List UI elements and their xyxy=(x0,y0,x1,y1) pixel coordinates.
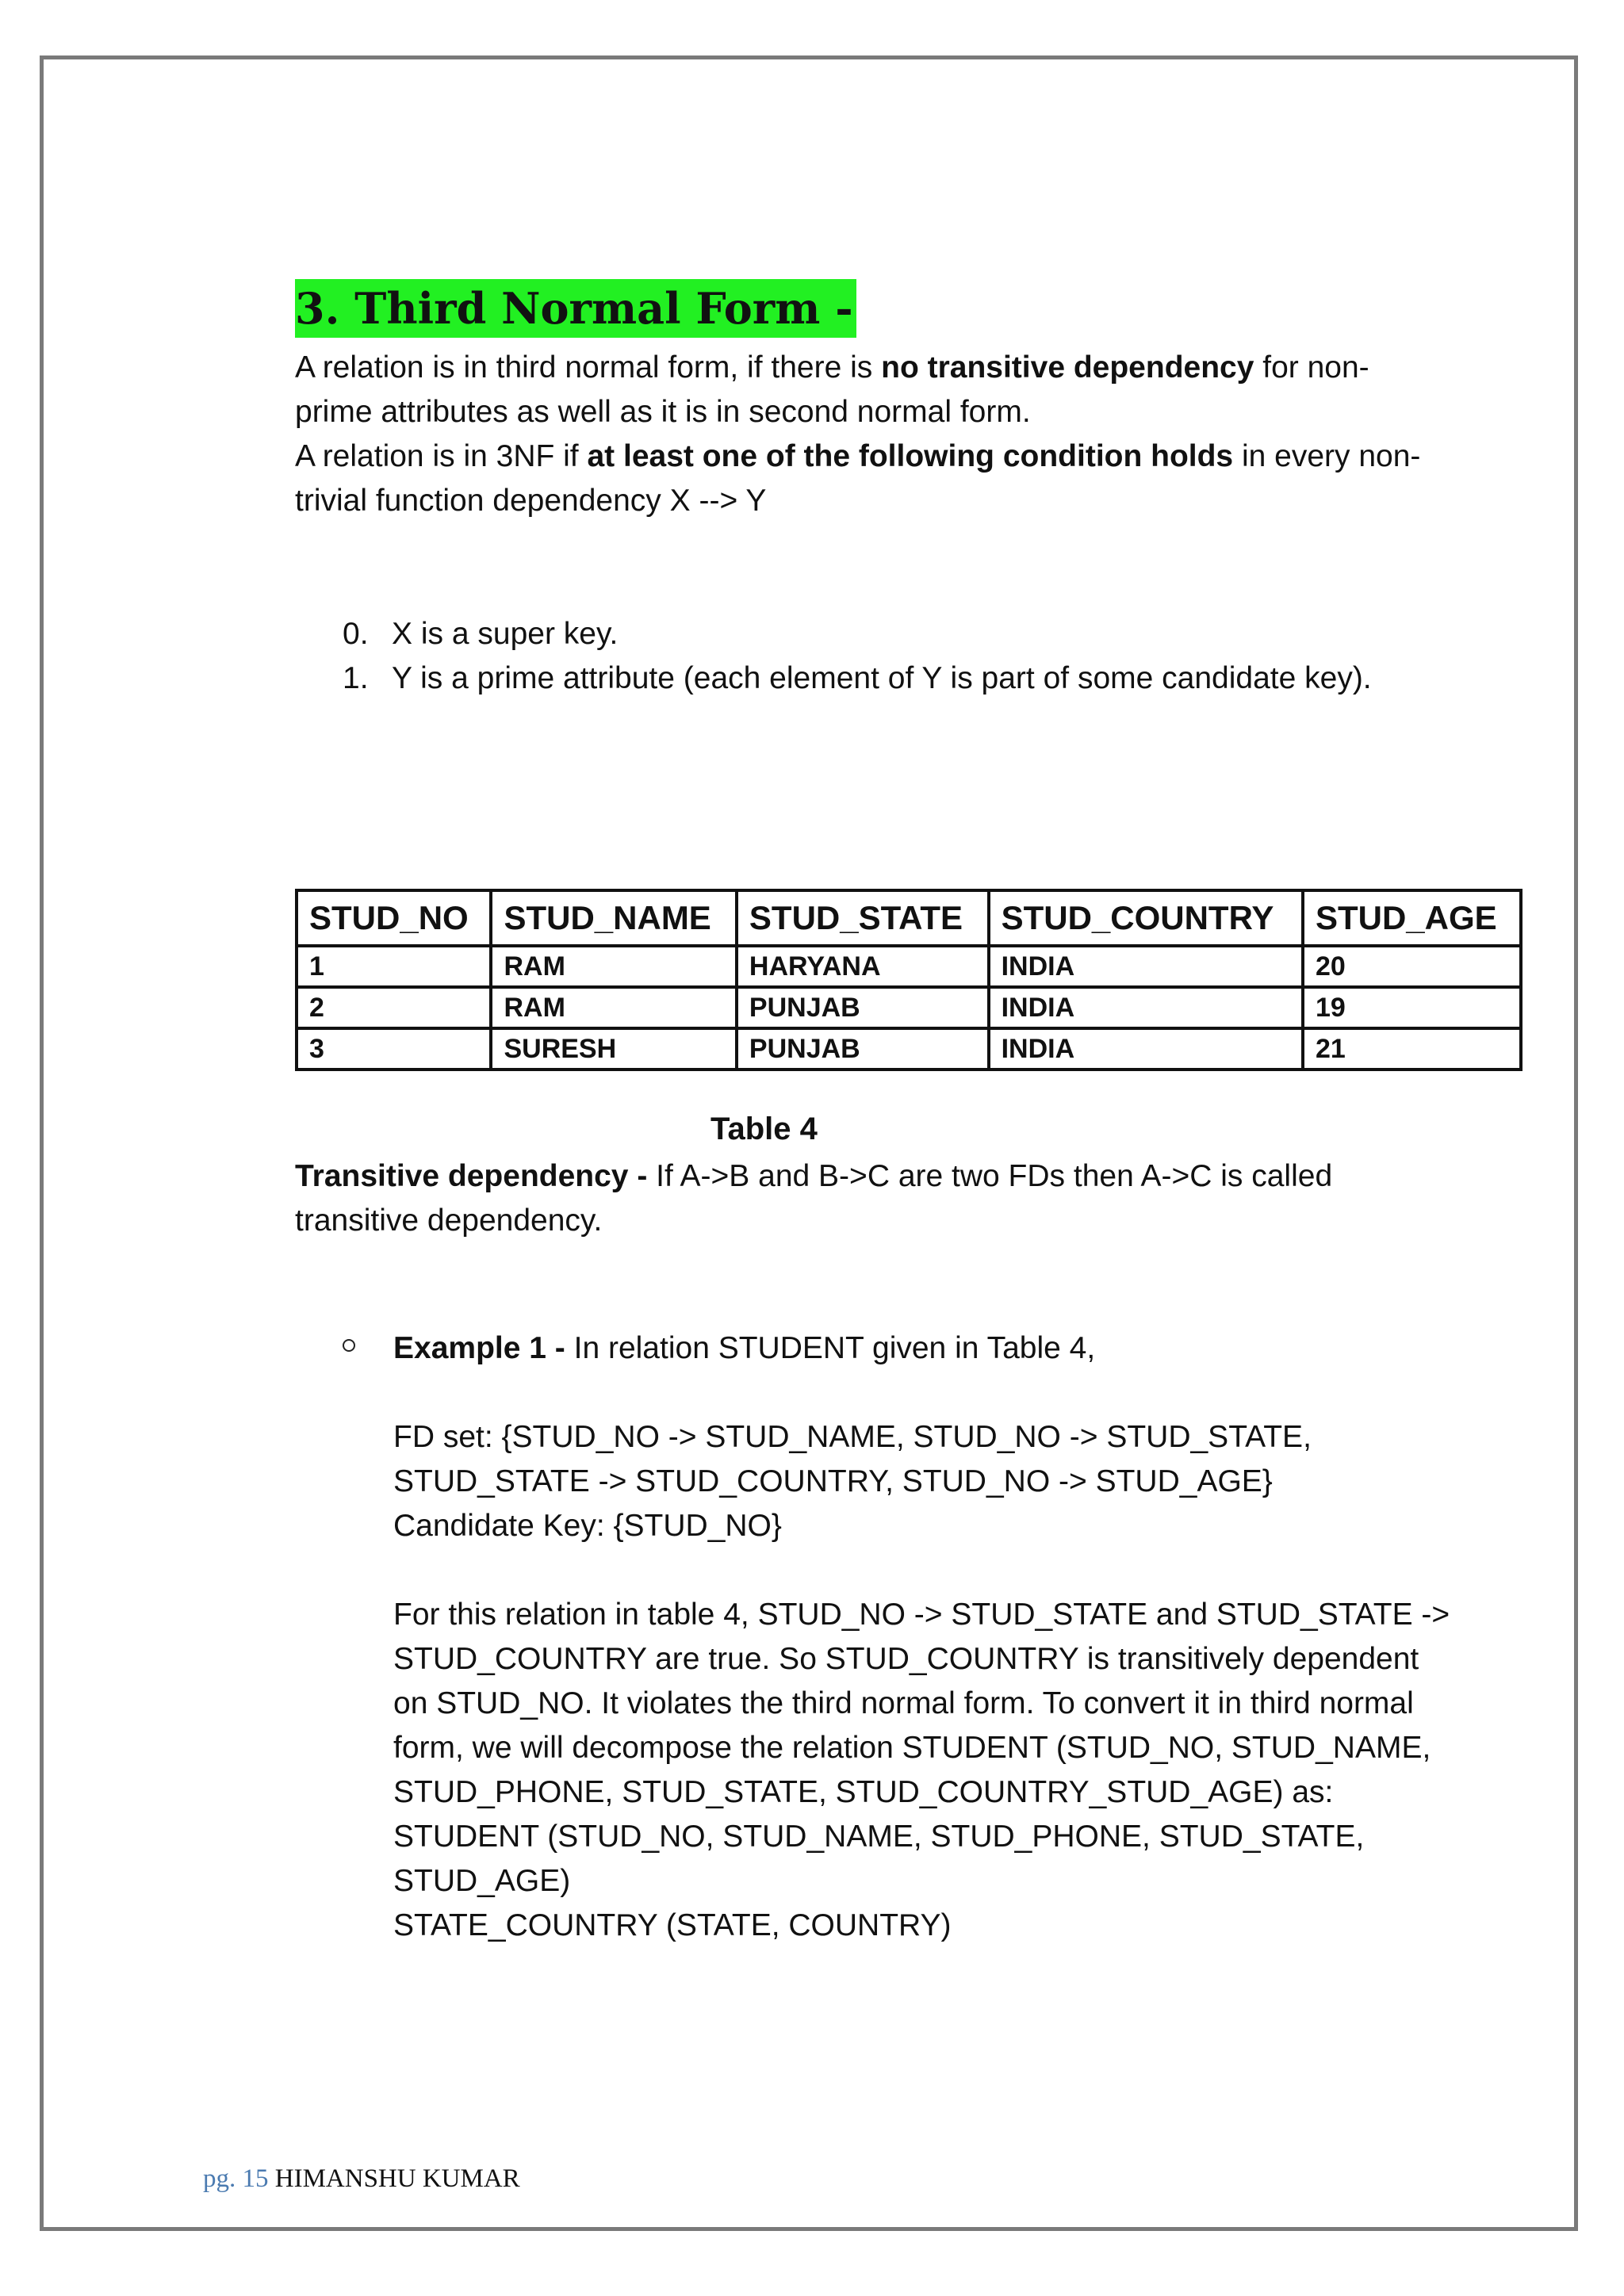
table-cell: 2 xyxy=(297,987,491,1028)
page-footer xyxy=(203,2164,520,2194)
table-header: STUD_NO xyxy=(297,890,491,946)
table-row xyxy=(297,946,1521,987)
table-cell: RAM xyxy=(491,946,736,987)
table-cell: 19 xyxy=(1303,987,1521,1028)
example-title: Example 1 - In relation STUDENT given in Table 4, xyxy=(393,1331,1096,1365)
table-cell: 1 xyxy=(297,946,491,987)
page-number: pg. 15 xyxy=(203,2164,269,2193)
table-cell: INDIA xyxy=(989,987,1303,1028)
section-heading: 3. Third Normal Form - xyxy=(295,279,856,338)
candidate-key: Candidate Key: {STUD_NO} xyxy=(393,1509,782,1543)
table-cell: PUNJAB xyxy=(737,987,989,1028)
table-cell: HARYANA xyxy=(737,946,989,987)
table-cell: 21 xyxy=(1303,1028,1521,1070)
table-cell: 3 xyxy=(297,1028,491,1070)
intro-paragraph-1: A relation is in third normal form, if there is no transitive dependency for non-prime attributes as well as it is in second normal form. A relation is in 3NF if at least one of the following condition holds in every non-trivial function dependency X --> Y xyxy=(295,350,1421,518)
table-cell: SURESH xyxy=(491,1028,736,1070)
table-header: STUD_AGE xyxy=(1303,890,1521,946)
example-explanation: For this relation in table 4, STUD_NO -> STUD_STATE and STUD_STATE -> STUD_COUNTRY are true. So STUD_COUNTRY is transitively dependent on STUD_NO. It violates the third normal form. To convert it in third normal form, we will decompose the relation STUDENT (STUD_NO, STUD_NAME, STUD_PHONE, STUD_STATE, STUD_COUNTRY_STUD_AGE) as: xyxy=(393,1598,1450,1809)
content xyxy=(295,279,1437,701)
conditions-list xyxy=(295,612,1437,701)
condition-item: 1. Y is a prime attribute (each element of Y is part of some candidate key). xyxy=(343,661,1372,695)
table-header-row xyxy=(297,890,1521,946)
transitive-definition: Transitive dependency - If A->B and B->C are two FDs then A->C is called transitive dependency. xyxy=(295,1159,1333,1238)
table-cell: INDIA xyxy=(989,1028,1303,1070)
table-header: STUD_COUNTRY xyxy=(989,890,1303,946)
table-header: STUD_NAME xyxy=(491,890,736,946)
intro-bold-1: no transitive dependency xyxy=(881,350,1254,385)
table-cell: 20 xyxy=(1303,946,1521,987)
table-cell: PUNJAB xyxy=(737,1028,989,1070)
table-row xyxy=(297,1028,1521,1070)
decomposition-result-1: STUDENT (STUD_NO, STUD_NAME, STUD_PHONE, STUD_STATE, STUD_AGE) xyxy=(393,1820,1365,1898)
condition-item: 0. X is a super key. xyxy=(343,617,619,651)
example-block xyxy=(333,1326,1459,1948)
table-caption: Table 4 xyxy=(710,1112,818,1146)
table-row xyxy=(297,987,1521,1028)
author-name: HIMANSHU KUMAR xyxy=(274,2164,520,2193)
decomposition-result-2: STATE_COUNTRY (STATE, COUNTRY) xyxy=(393,1908,952,1942)
fd-set-line-2: STUD_STATE -> STUD_COUNTRY, STUD_NO -> STUD_AGE} xyxy=(393,1464,1273,1498)
table-cell: RAM xyxy=(491,987,736,1028)
intro-bold-2: at least one of the following condition holds xyxy=(587,439,1234,473)
table-header: STUD_STATE xyxy=(737,890,989,946)
fd-set-line-1: FD set: {STUD_NO -> STUD_NAME, STUD_NO -> STUD_STATE, xyxy=(393,1420,1312,1454)
circle-bullet-icon xyxy=(343,1339,355,1352)
table-cell: INDIA xyxy=(989,946,1303,987)
student-table xyxy=(295,889,1522,1071)
